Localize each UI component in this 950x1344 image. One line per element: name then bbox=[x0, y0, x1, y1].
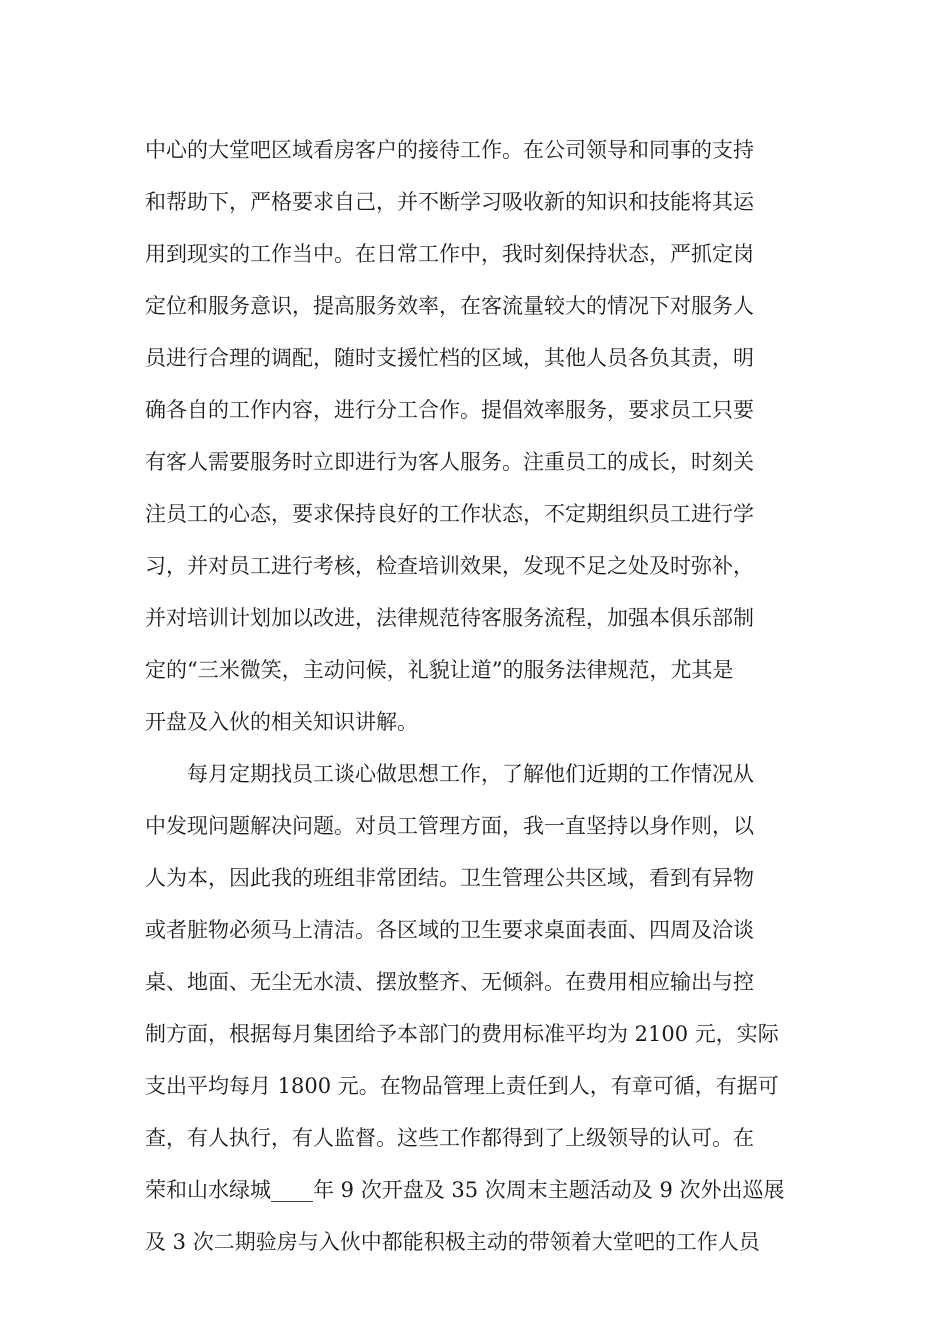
paragraph-1-line: 和帮助下，严格要求自己，并不断学习吸收新的知识和技能将其运 bbox=[145, 190, 754, 214]
paragraph-2-line: 或者脏物必须马上清洁。各区域的卫生要求桌面表面、四周及洽谈 bbox=[145, 918, 754, 942]
paragraph-1-line: 用到现实的工作当中。在日常工作中，我时刻保持状态，严抓定岗 bbox=[145, 242, 754, 266]
paragraph-1-line: 员进行合理的调配，随时支援忙档的区域，其他人员各负其责，明 bbox=[145, 346, 754, 370]
paragraph-2-line: 中发现问题解决问题。对员工管理方面，我一直坚持以身作则，以 bbox=[145, 814, 754, 838]
paragraph-1-line: 并对培训计划加以改进，法律规范待客服务流程，加强本俱乐部制 bbox=[145, 606, 754, 630]
paragraph-2-line: 制方面，根据每月集团给予本部门的费用标准平均为 2100 元，实际 bbox=[145, 1022, 779, 1046]
paragraph-2-line: 查，有人执行，有人监督。这些工作都得到了上级领导的认可。在 bbox=[145, 1126, 754, 1150]
paragraph-2-line: 每月定期找员工谈心做思想工作，了解他们近期的工作情况从 bbox=[187, 762, 754, 786]
paragraph-1-line: 定的“三米微笑，主动问候，礼貌让道”的服务法律规范，尤其是 bbox=[145, 658, 734, 682]
paragraph-1-line: 开盘及入伙的相关知识讲解。 bbox=[145, 710, 418, 734]
document-body bbox=[145, 0, 815, 1344]
paragraph-2-line: 支出平均每月 1800 元。在物品管理上责任到人，有章可循，有据可 bbox=[145, 1074, 779, 1098]
paragraph-1-line: 中心的大堂吧区域看房客户的接待工作。在公司领导和同事的支持 bbox=[145, 138, 754, 162]
paragraph-2-line: 桌、地面、无尘无水渍、摆放整齐、无倾斜。在费用相应输出与控 bbox=[145, 970, 754, 994]
paragraph-1-line: 有客人需要服务时立即进行为客人服务。注重员工的成长，时刻关 bbox=[145, 450, 754, 474]
paragraph-2-line: 及 3 次二期验房与入伙中都能积极主动的带领着大堂吧的工作人员 bbox=[145, 1230, 760, 1254]
paragraph-1-line: 注员工的心态，要求保持良好的工作状态，不定期组织员工进行学 bbox=[145, 502, 754, 526]
paragraph-2-line: 人为本，因此我的班组非常团结。卫生管理公共区域，看到有异物 bbox=[145, 866, 754, 890]
paragraph-2-line: 荣和山水绿城____年 9 次开盘及 35 次周末主题活动及 9 次外出巡展 bbox=[145, 1178, 785, 1202]
paragraph-1-line: 习，并对员工进行考核，检查培训效果，发现不足之处及时弥补， bbox=[145, 554, 754, 578]
paragraph-1-line: 确各自的工作内容，进行分工合作。提倡效率服务，要求员工只要 bbox=[145, 398, 754, 422]
paragraph-1-line: 定位和服务意识，提高服务效率，在客流量较大的情况下对服务人 bbox=[145, 294, 754, 318]
